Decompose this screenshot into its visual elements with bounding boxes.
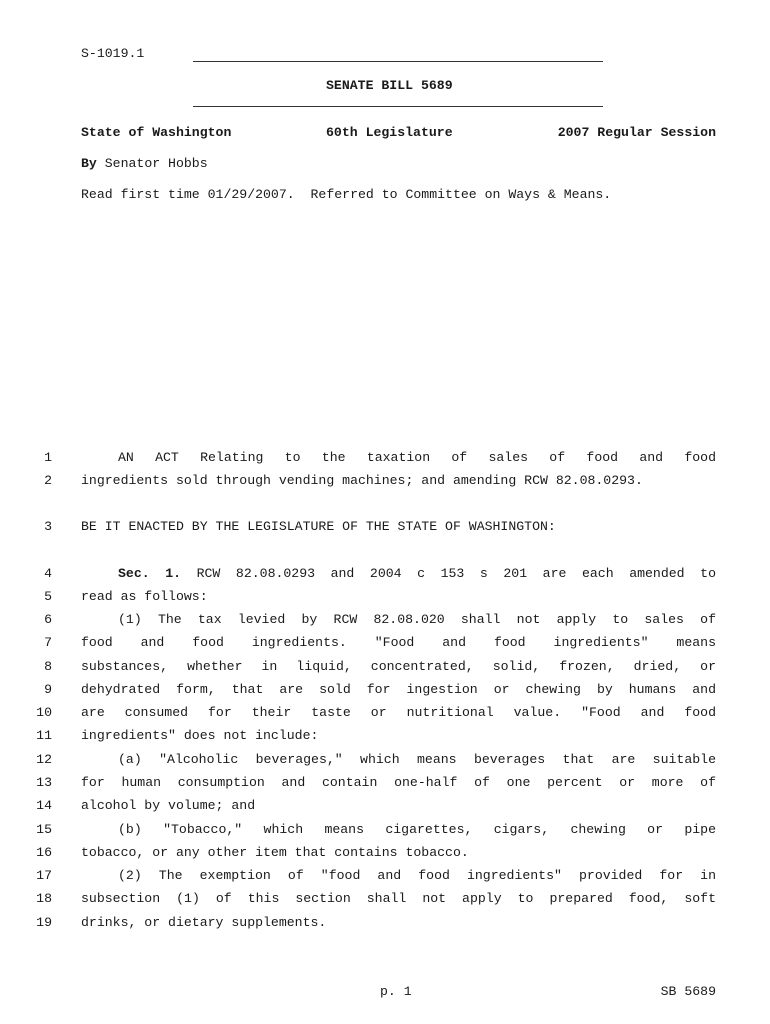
body-line — [0, 519, 770, 539]
body-line — [0, 705, 770, 725]
body-line — [0, 682, 770, 702]
body-line — [0, 845, 770, 865]
bill-title: SENATE BILL 5689 — [326, 78, 453, 93]
line-text: (a) "Alcoholic beverages," which means beverages that are suitable — [118, 752, 716, 767]
state-name: State of Washington — [81, 125, 232, 140]
line-text: (2) The exemption of "food and food ingredients" provided for in — [118, 868, 716, 883]
bill-id: S-1019.1 — [81, 46, 145, 61]
body-line — [0, 612, 770, 632]
line-text: subsection (1) of this section shall not apply to prepared food, soft — [81, 891, 716, 906]
line-number: 12 — [36, 752, 52, 767]
body-line — [0, 473, 770, 493]
line-text: AN ACT Relating to the taxation of sales of food and food — [118, 450, 716, 465]
body-line — [0, 822, 770, 842]
line-text: for human consumption and contain one-half of one percent or more of — [81, 775, 716, 790]
line-number: 5 — [44, 589, 52, 604]
body-line — [0, 728, 770, 748]
line-text: (b) "Tobacco," which means cigarettes, cigars, chewing or pipe — [118, 822, 716, 837]
body-line — [0, 915, 770, 935]
line-text: dehydrated form, that are sold for ingestion or chewing by humans and — [81, 682, 716, 697]
section-label: Sec. 1. — [118, 566, 182, 581]
line-number: 4 — [44, 566, 52, 581]
line-number: 16 — [36, 845, 52, 860]
body-line — [0, 566, 770, 586]
body-line — [0, 891, 770, 911]
line-text: substances, whether in liquid, concentrated, solid, frozen, dried, or — [81, 659, 716, 674]
line-number: 9 — [44, 682, 52, 697]
line-number: 10 — [36, 705, 52, 720]
line-text: ingredients sold through vending machines; and amending RCW 82.08.0293. — [81, 473, 643, 488]
by-label: By — [81, 156, 97, 171]
line-number: 3 — [44, 519, 52, 534]
sponsor-line — [81, 156, 208, 171]
page-number: p. 1 — [380, 984, 412, 999]
header-rule-bottom — [193, 106, 603, 107]
body-line — [0, 798, 770, 818]
line-text: drinks, or dietary supplements. — [81, 915, 327, 930]
line-text: are consumed for their taste or nutritional value. "Food and food — [81, 705, 716, 720]
body-line — [0, 775, 770, 795]
header-rule-top — [193, 61, 603, 62]
sponsor-name: Senator Hobbs — [104, 156, 208, 171]
line-number: 14 — [36, 798, 52, 813]
line-number: 8 — [44, 659, 52, 674]
session: 2007 Regular Session — [557, 125, 716, 140]
read-first-line: Read first time 01/29/2007. Referred to Committee on Ways & Means. — [81, 187, 612, 202]
body-line — [0, 868, 770, 888]
line-number: 17 — [36, 868, 52, 883]
line-number: 6 — [44, 612, 52, 627]
line-number: 1 — [44, 450, 52, 465]
footer-bill-id: SB 5689 — [660, 984, 716, 999]
line-text: (1) The tax levied by RCW 82.08.020 shall not apply to sales of — [118, 612, 716, 627]
line-number: 7 — [44, 635, 52, 650]
line-text: read as follows: — [81, 589, 208, 604]
body-line — [0, 589, 770, 609]
line-number: 11 — [36, 728, 52, 743]
line-number: 19 — [36, 915, 52, 930]
line-number: 15 — [36, 822, 52, 837]
line-number: 18 — [36, 891, 52, 906]
line-text: alcohol by volume; and — [81, 798, 256, 813]
line-number: 13 — [36, 775, 52, 790]
line-text: ingredients" does not include: — [81, 728, 319, 743]
line-number: 2 — [44, 473, 52, 488]
body-line — [0, 635, 770, 655]
line-text: Sec. 1. RCW 82.08.0293 and 2004 c 153 s 201 are each amended to — [118, 566, 716, 581]
body-line — [0, 659, 770, 679]
legislature: 60th Legislature — [326, 125, 453, 140]
body-line — [0, 752, 770, 772]
body-line — [0, 450, 770, 470]
line-text: tobacco, or any other item that contains tobacco. — [81, 845, 469, 860]
line-text: food and food ingredients. "Food and food ingredients" means — [81, 635, 716, 650]
enacting-clause: BE IT ENACTED BY THE LEGISLATURE OF THE STATE OF WASHINGTON: — [81, 519, 556, 534]
